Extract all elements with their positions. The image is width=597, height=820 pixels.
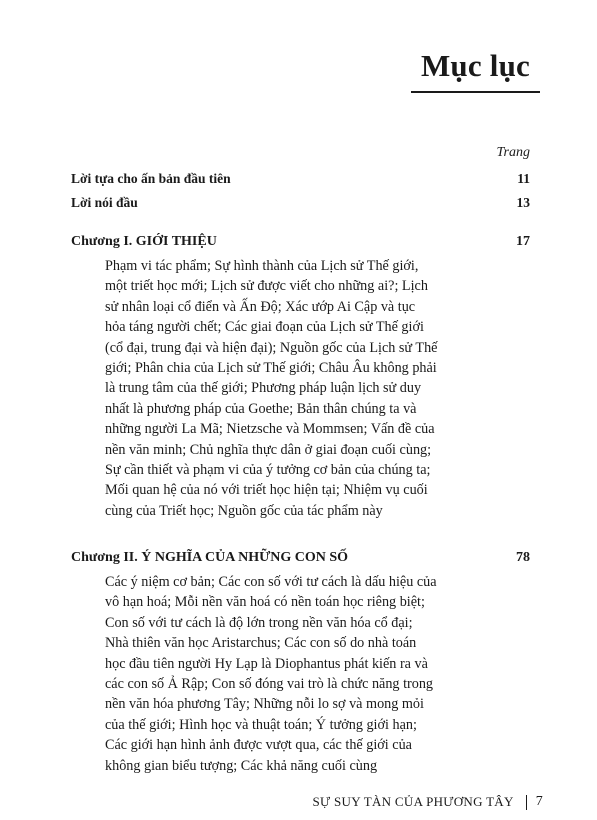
summary-line: nền văn minh; Chủ nghĩa thực dân ở giai đoạn cuối cùng; (105, 441, 432, 458)
summary-line: Các giới hạn hình ảnh được vượt qua, các thế giới của (105, 737, 412, 754)
summary-line: Mối quan hệ của nó với triết học hiện tại; Nhiệm vụ cuối (105, 482, 428, 499)
summary-line: Nhà thiên văn học Aristarchus; Các con số do nhà toán (105, 635, 417, 652)
summary-line: nhất là phương pháp của Goethe; Bản thân chúng ta và (105, 400, 417, 417)
toc-chapter-1[interactable] (71, 233, 530, 251)
summary-line: vô hạn hoá; Mỗi nền văn hoá có nền toán học riêng biệt; (105, 594, 425, 611)
summary-line: Con số với tư cách là độ lớn trong nền văn hóa cổ đại; (105, 614, 413, 631)
summary-line: là trung tâm của thế giới; Phương pháp luận lịch sử duy (105, 380, 422, 397)
summary-line: Sự cần thiết và phạm vi của ý tưởng cơ bản của chúng ta; (105, 462, 431, 479)
summary-line: học đầu tiên người Hy Lạp là Diophantus phát kiến ra và (105, 655, 428, 672)
title-underline (411, 91, 540, 93)
toc-entry-page: 13 (516, 195, 530, 210)
summary-line: cùng của Triết học; Nguồn gốc của tác phẩm này (105, 502, 383, 519)
summary-line: những người La Mã; Nietzsche và Mommsen; Vấn đề của (105, 421, 435, 438)
summary-line: giới; Phân chia của Lịch sử Thế giới; Châu Âu không phải (105, 360, 437, 377)
summary-line: một triết học mới; Lịch sử được viết cho những ai?; Lịch (105, 278, 428, 295)
page-number: 7 (535, 794, 543, 809)
toc-entry-label: Lời nói đầu (71, 195, 138, 210)
chapter-1-summary (105, 256, 533, 521)
summary-line: (cổ đại, trung đại và hiện đại); Nguồn gốc của Lịch sử Thế (105, 339, 438, 356)
summary-line: nền văn hóa phương Tây; Những nỗi lo sợ và mong mỏi (105, 696, 424, 713)
summary-line: không gian biểu tượng; Các khả năng cuối cùng (105, 757, 378, 774)
chapter-title: Chương I. GIỚI THIỆU (71, 234, 217, 249)
page-footer (313, 794, 543, 810)
chapter-title: Chương II. Ý NGHĨA CỦA NHỮNG CON SỐ (71, 550, 349, 565)
toc-entry-foreword[interactable] (71, 194, 530, 212)
summary-line: các con số Ả Rập; Con số đóng vai trò là chức năng trong (105, 676, 434, 693)
summary-line: Phạm vi tác phẩm; Sự hình thành của Lịch sử Thế giới, (105, 258, 419, 274)
toc-entry-label: Lời tựa cho ấn bản đầu tiên (71, 171, 231, 186)
summary-line: Các ý niệm cơ bản; Các con số với tư cách là dấu hiệu của (105, 574, 437, 590)
summary-line: sử nhân loại cổ điển và Ấn Độ; Xác ướp Ai Cập và tục (105, 298, 416, 315)
page-title: Mục lục (420, 48, 530, 83)
running-book-title: SỰ SUY TÀN CỦA PHƯƠNG TÂY (312, 794, 514, 809)
summary-line: của thế giới; Hình học và thuật toán; Ý tưởng giới hạn; (105, 716, 417, 733)
page-column-label: Trang (496, 145, 530, 160)
chapter-page: 17 (516, 234, 530, 249)
summary-line: hỏa táng người chết; Các giai đoạn của Lịch sử Thế giới (105, 319, 424, 336)
chapter-2-summary (105, 572, 533, 776)
toc-entry-preface-first-edition[interactable] (71, 170, 530, 188)
toc-entry-page: 11 (517, 171, 530, 186)
toc-chapter-2[interactable] (71, 549, 530, 567)
chapter-page: 78 (516, 550, 530, 565)
footer-divider (526, 795, 527, 810)
